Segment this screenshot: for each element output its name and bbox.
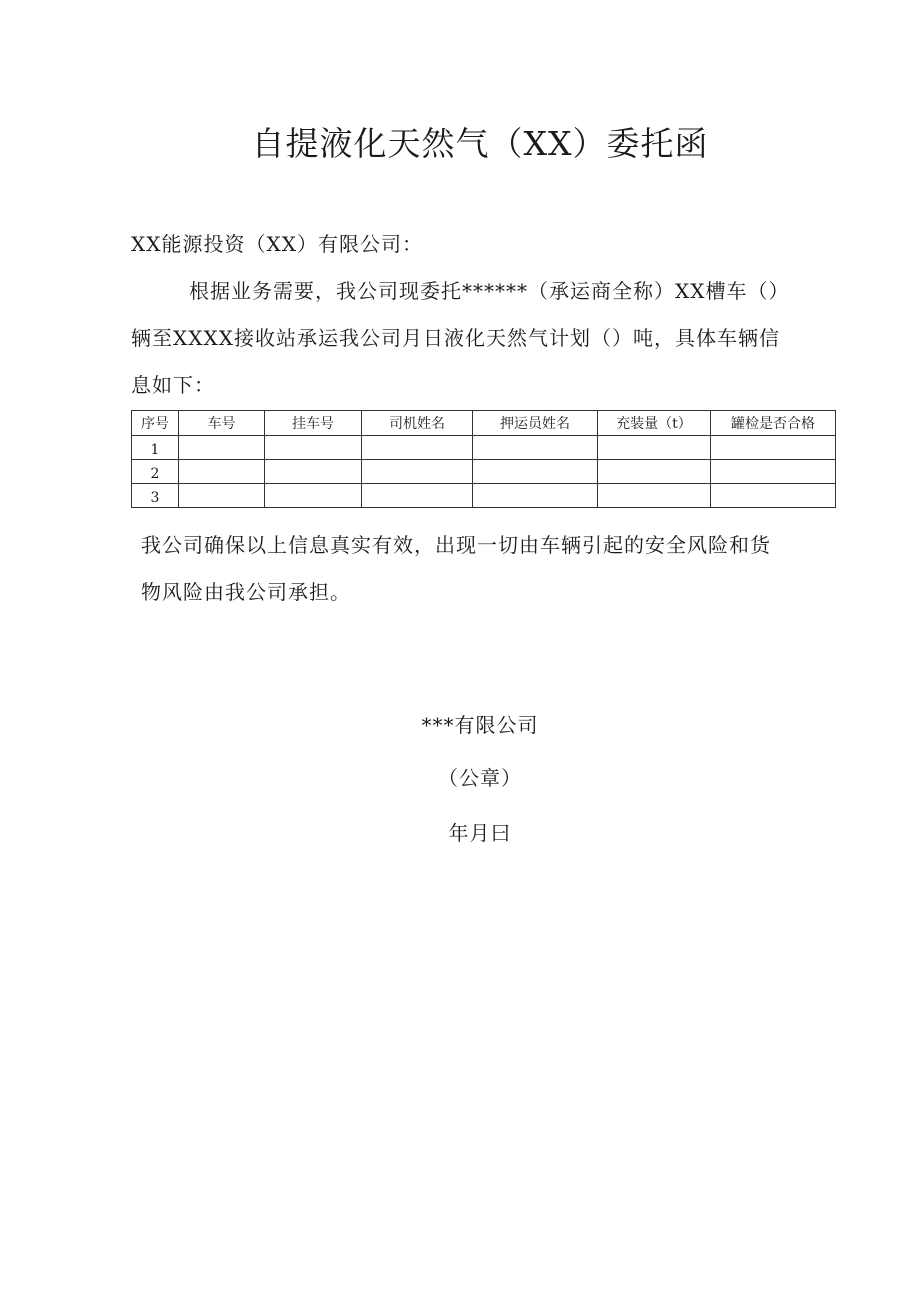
table-cell: [711, 436, 836, 460]
table-cell-index: 3: [132, 484, 179, 508]
salutation: XX能源投资（XX）有限公司：: [131, 232, 423, 256]
table-cell: [711, 460, 836, 484]
table-row: [132, 436, 836, 460]
table-cell: [473, 460, 598, 484]
table-cell: [598, 460, 711, 484]
column-header-vehicle-number: 车号: [179, 411, 265, 436]
signature-date: 年月曰: [448, 821, 512, 845]
table-row: [132, 484, 836, 508]
body-paragraph: [131, 268, 841, 409]
table-cell: [362, 460, 473, 484]
table-cell: [598, 436, 711, 460]
signature-seal: （公章）: [438, 766, 522, 790]
column-header-fill-amount: 充装量（t）: [598, 411, 711, 436]
body-line: 息如下：: [131, 373, 215, 397]
confirmation-line: 物风险由我公司承担。: [141, 580, 351, 604]
table-cell: [179, 460, 265, 484]
table-cell-index: 2: [132, 460, 179, 484]
table-cell: [265, 484, 362, 508]
signature-company: ***有限公司: [421, 713, 539, 737]
table-cell: [265, 436, 362, 460]
document-title: 自提液化天然气（XX）委托函: [251, 124, 709, 163]
table-cell: [362, 436, 473, 460]
table-cell: [265, 460, 362, 484]
column-header-driver-name: 司机姓名: [362, 411, 473, 436]
table-cell: [473, 484, 598, 508]
body-line: 辆至XXXX接收站承运我公司月日液化天然气计划（）吨，具体车辆信: [131, 326, 780, 350]
column-header-escort-name: 押运员姓名: [473, 411, 598, 436]
body-line: 根据业务需要，我公司现委托******（承运商全称）XX槽车（）: [189, 279, 790, 303]
column-header-trailer-number: 挂车号: [265, 411, 362, 436]
table-header-row: [132, 411, 836, 436]
table-cell: [179, 484, 265, 508]
table-cell-index: 1: [132, 436, 179, 460]
table-cell: [711, 484, 836, 508]
confirmation-paragraph: [141, 522, 841, 616]
table-row: [132, 460, 836, 484]
vehicle-info-table: [131, 410, 836, 508]
table-cell: [473, 436, 598, 460]
table-cell: [179, 436, 265, 460]
table-cell: [598, 484, 711, 508]
confirmation-line: 我公司确保以上信息真实有效，出现一切由车辆引起的安全风险和货: [141, 533, 771, 557]
column-header-index: 序号: [132, 411, 179, 436]
table-cell: [362, 484, 473, 508]
column-header-tank-inspection: 罐检是否合格: [711, 411, 836, 436]
